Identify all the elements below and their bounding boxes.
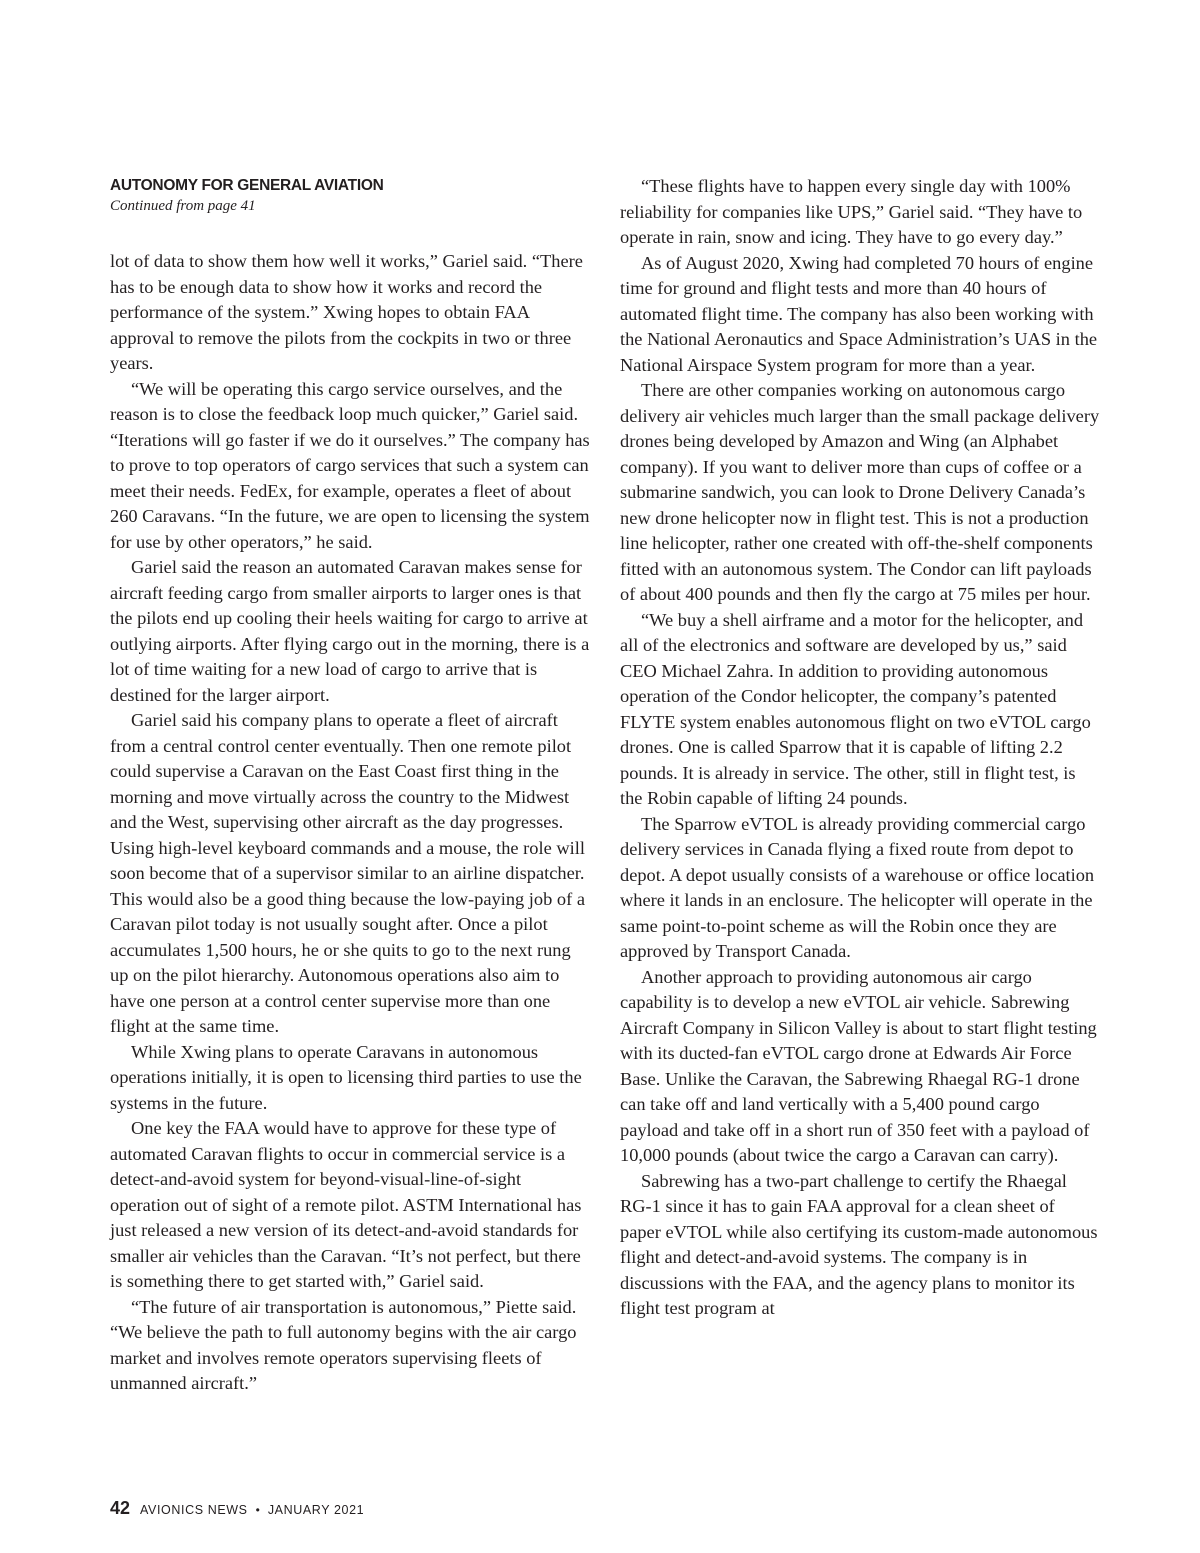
- page-number: 42: [110, 1498, 131, 1518]
- paragraph: “These flights have to happen every single day with 100% reliability for companies like UPS,” Gariel said. “They have to operate in rain, snow and icing. They have to go every day.”: [620, 176, 1083, 247]
- paragraph: lot of data to show them how well it works,” Gariel said. “There has to be enough data to show how it works and record the performance of the system.” Xwing hopes to obtain FAA approval to remove the pilots from the cockpits in two or three years.: [110, 251, 583, 373]
- right-column: [620, 174, 1100, 1322]
- paragraph: Gariel said the reason an automated Caravan makes sense for aircraft feeding cargo from smaller airports to larger ones is that the pilots end up cooling their heels waiting for cargo to arrive at outlying airports. After flying cargo out in the morning, there is a lot of time waiting for a new load of cargo to arrive that is destined for the larger airport.: [110, 557, 590, 705]
- paragraph: Gariel said his company plans to operate a fleet of aircraft from a central control center eventually. Then one remote pilot could supervise a Caravan on the East Coast first thing in the morning and move virtually across the country to the Midwest and the West, supervising other aircraft as the day progresses. Using high-level keyboard commands and a mouse, the role will soon become that of a supervisor similar to an airline dispatcher. This would also be a good thing because the low-paying job of a Caravan pilot today is not usually sought after. Once a pilot accumulates 1,500 hours, he or she quits to go to the next rung up on the pilot hierarchy. Autonomous operations also aim to have one person at a control center supervise more than one flight at the same time.: [110, 710, 585, 1036]
- left-column: [110, 249, 590, 1397]
- continued-note: Continued from page 41: [110, 198, 256, 214]
- paragraph: “We will be operating this cargo service ourselves, and the reason is to close the feedback loop much quicker,” Gariel said. “Iterations will go faster if we do it ourselves.” The company has to prove to top operators of cargo services that such a system can meet their needs. FedEx, for example, operates a fleet of about 260 Caravans. “In the future, we are open to licensing the system for use by other operators,” he said.: [110, 378, 590, 552]
- issue-date: JANUARY 2021: [267, 1503, 365, 1517]
- paragraph: The Sparrow eVTOL is already providing commercial cargo delivery services in Canada flying a fixed route from depot to depot. A depot usually consists of a warehouse or office location where it lands in an enclosure. The helicopter will operate in the same point-to-point scheme as will the Robin once they are approved by Transport Canada.: [620, 813, 1095, 961]
- paragraph: As of August 2020, Xwing had completed 70 hours of engine time for ground and flight tests and more than 40 hours of automated flight time. The company has also been working with the National Aeronautics and Space Administration’s UAS in the National Airspace System program for more than a year.: [620, 252, 1098, 375]
- footer-separator: •: [255, 1503, 260, 1517]
- paragraph: There are other companies working on autonomous cargo delivery air vehicles much larger than the small package delivery drones being developed by Amazon and Wing (an Alphabet company). If you want to deliver more than cups of coffee or a submarine sandwich, you can look to Drone Delivery Canada’s new drone helicopter now in flight test. This is not a production line helicopter, rather one created with off-the-shelf components fitted with an autonomous system. The Condor can lift payloads of about 400 pounds and then fly the cargo at 75 miles per hour.: [620, 380, 1100, 604]
- publication-name: AVIONICS NEWS: [140, 1503, 248, 1517]
- paragraph: “We buy a shell airframe and a motor for the helicopter, and all of the electronics and software are developed by us,” said CEO Michael Zahra. In addition to providing autonomous operation of the Condor helicopter, the company’s patented FLYTE system enables autonomous flight on two eVTOL cargo drones. One is called Sparrow that it is capable of lifting 2.2 pounds. It is already in service. The other, still in flight test, is the Robin capable of lifting 24 pounds.: [620, 609, 1091, 808]
- paragraph: While Xwing plans to operate Caravans in autonomous operations initially, it is open to licensing third parties to use the systems in the future.: [110, 1041, 582, 1113]
- paragraph: “The future of air transportation is autonomous,” Piette said. “We believe the path to full autonomy begins with the air cargo market and involves remote operators supervising fleets of unmanned aircraft.”: [110, 1296, 577, 1393]
- paragraph: Another approach to providing autonomous air cargo capability is to develop a new eVTOL air vehicle. Sabrewing Aircraft Company in Silicon Valley is about to start flight testing with its ducted-fan eVTOL cargo drone at Edwards Air Force Base. Unlike the Caravan, the Sabrewing Rhaegal RG-1 drone can take off and land vertically with a 5,400 pound cargo payload and take off in a short run of 350 feet with a payload of 10,000 pounds (about twice the cargo a Caravan can carry).: [620, 966, 1097, 1165]
- section-kicker: AUTONOMY FOR GENERAL AVIATION: [110, 177, 384, 194]
- page-footer: [110, 1498, 364, 1519]
- paragraph: One key the FAA would have to approve for these type of automated Caravan flights to occur in commercial service is a detect-and-avoid system for beyond-visual-line-of-sight operation out of sight of a remote pilot. ASTM International has just released a new version of its detect-and-avoid standards for smaller air vehicles than the Caravan. “It’s not perfect, but there is something there to get started with,” Gariel said.: [110, 1118, 582, 1291]
- paragraph: Sabrewing has a two-part challenge to certify the Rhaegal RG-1 since it has to gain FAA approval for a clean sheet of paper eVTOL while also certifying its custom-made autonomous flight and detect-and-avoid systems. The company is in discussions with the FAA, and the agency plans to monitor its flight test program at: [620, 1170, 1098, 1318]
